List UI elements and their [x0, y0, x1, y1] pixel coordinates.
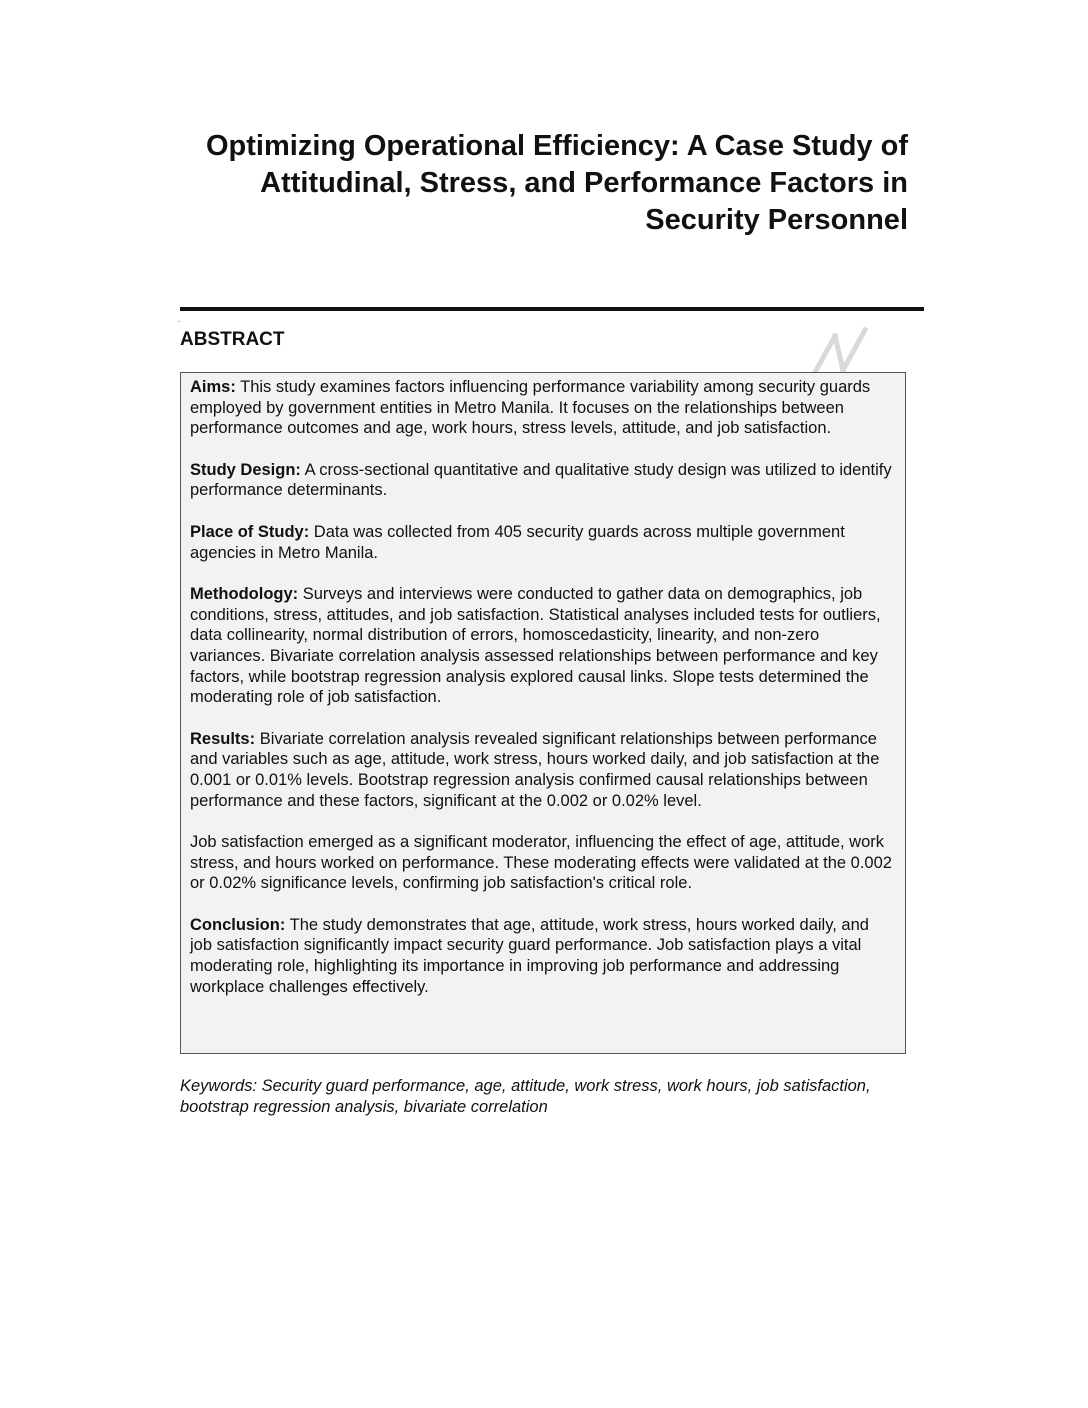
abstract-box	[180, 372, 906, 1054]
study-design-label: Study Design:	[190, 460, 301, 479]
watermark-fragment	[795, 318, 895, 378]
abstract-aims	[190, 377, 895, 439]
study-design-text: A cross-sectional quantitative and qualitative study design was utilized to identify performance determinants.	[190, 460, 892, 500]
place-of-study-text: Data was collected from 405 security guards across multiple government agencies in Metro Manila.	[190, 522, 845, 562]
aims-text: This study examines factors influencing performance variability among security guards employed by government entities in Metro Manila. It focuses on the relationships between performance outcomes and age, work hours, stress levels, attitude, and job satisfaction.	[190, 378, 871, 438]
keywords: Keywords: Security guard performance, age, attitude, work stress, work hours, job satisfaction, bootstrap regression analysis, bivariate correlation	[180, 1077, 871, 1116]
results-text: Bivariate correlation analysis revealed significant relationships between performance and variables such as age, attitude, work stress, hours worked daily, and job satisfaction at the 0.001 or 0.01% levels. Bootstrap regression analysis confirmed causal relationships between performance and these factors, significant at the 0.002 or 0.02% level.	[190, 729, 880, 810]
methodology-text: Surveys and interviews were conducted to gather data on demographics, job conditions, stress, attitudes, and job satisfaction. Statistical analyses included tests for outliers, data collinearity, normal distribution of errors, homoscedasticity, linearity, and non-zero variances. Bivariate correlation analysis assessed relationships between performance and key factors, while bootstrap regression analysis explored causal links. Slope tests determined the moderating role of job satisfaction.	[190, 585, 881, 707]
place-of-study-label: Place of Study:	[190, 522, 310, 541]
abstract-place-of-study	[190, 522, 895, 563]
results-label: Results:	[190, 729, 256, 748]
abstract-moderation: Job satisfaction emerged as a significant moderator, influencing the effect of age, attitude, work stress, and hours worked on performance. These moderating effects were validated at the 0.002 or 0.02% significance levels, confirming job satisfaction's critical role.	[190, 833, 892, 893]
methodology-label: Methodology:	[190, 585, 299, 604]
abstract-conclusion	[190, 915, 895, 997]
abstract-methodology	[190, 584, 895, 708]
watermark-strokes	[813, 330, 865, 376]
separator-mark: .	[178, 315, 181, 324]
abstract-results	[190, 729, 895, 811]
aims-label: Aims:	[190, 378, 236, 396]
abstract-heading: ABSTRACT	[180, 329, 285, 350]
title-separator-rule	[180, 307, 924, 311]
paper-title: Optimizing Operational Efficiency: A Case Study of Attitudinal, Stress, and Performance Factors in Security Personnel	[205, 130, 908, 236]
conclusion-label: Conclusion:	[190, 915, 286, 934]
conclusion-text: The study demonstrates that age, attitude, work stress, hours worked daily, and job satisfaction significantly impact security guard performance. Job satisfaction plays a vital moderating role, highlighting its importance in improving job performance and addressing workplace challenges effectively.	[190, 915, 869, 996]
abstract-study-design	[190, 460, 895, 501]
